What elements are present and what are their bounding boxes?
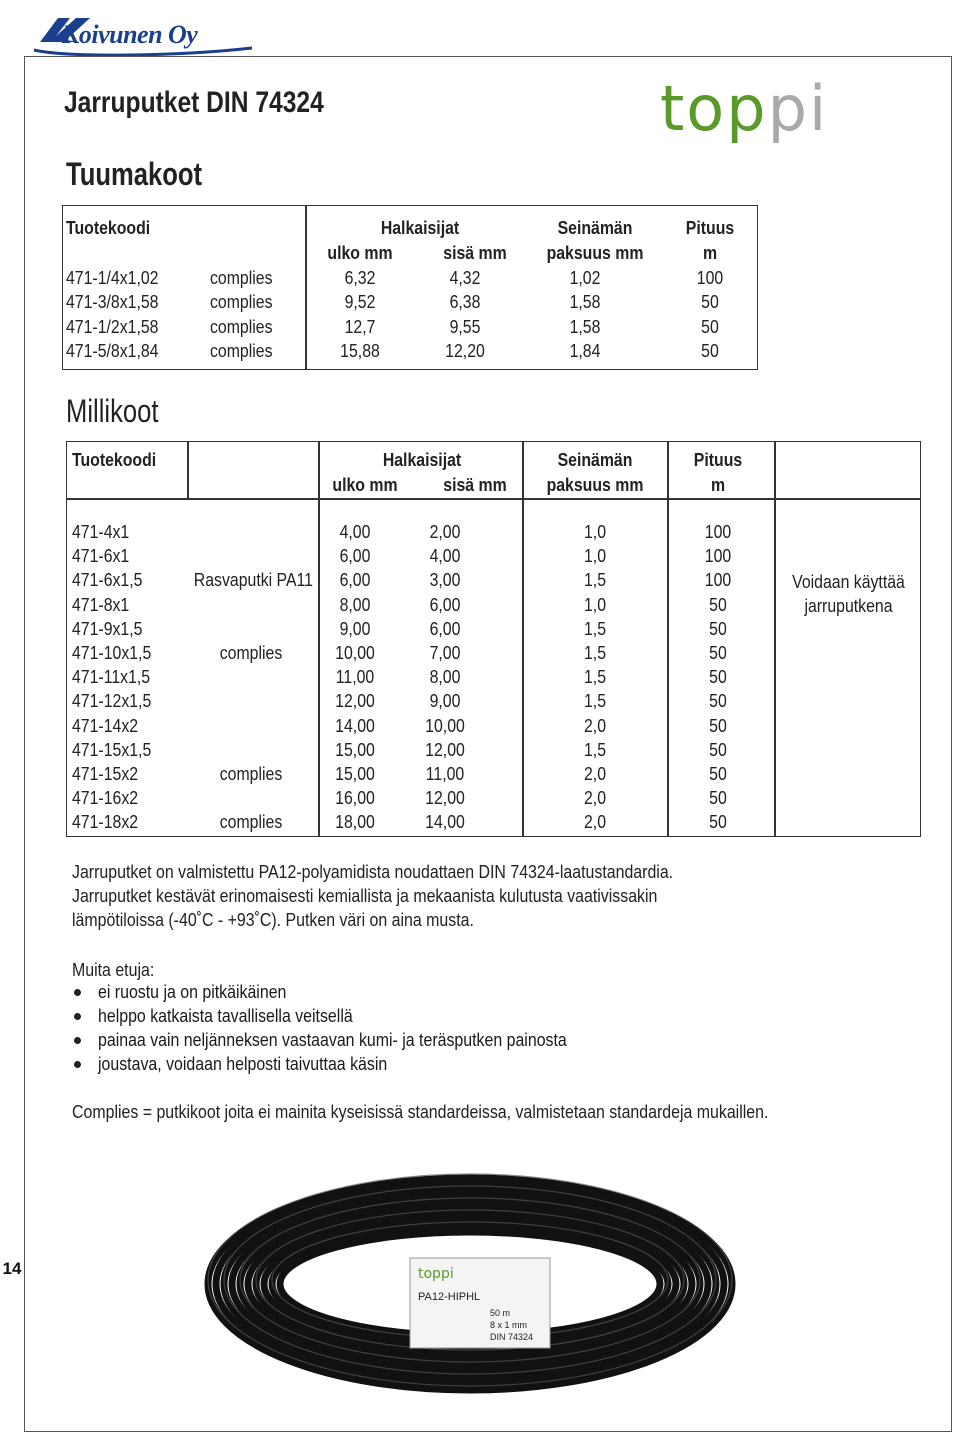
- table-cell-wall: 1,58: [569, 316, 601, 337]
- mm-header-length-bottom: m: [710, 475, 726, 495]
- table-cell-outer: 10,00: [335, 643, 375, 663]
- table-cell-code: 471-5/8x1,84: [66, 341, 159, 362]
- description-line-3: lämpötiloissa (-40˚C - +93˚C). Putken väri on aina musta.: [72, 909, 474, 930]
- label-line1: PA12-HIPHL: [418, 1291, 481, 1303]
- table-cell-inner: 14,00: [425, 812, 465, 833]
- inch-header-inner: sisä mm: [443, 243, 507, 263]
- table-cell-code: 471-1/4x1,02: [66, 268, 159, 288]
- mm-header-wall-bottom: paksuus mm: [546, 475, 644, 495]
- inch-header-code: Tuotekoodi: [66, 218, 151, 238]
- table-cell-inner: 12,00: [425, 788, 465, 809]
- table-cell-wall: 1,5: [583, 570, 607, 591]
- benefits-heading: Muita etuja:: [72, 959, 155, 980]
- inch-header-wall-top: Seinämän: [557, 218, 633, 238]
- table-cell-outer: 8,00: [339, 594, 371, 615]
- page-title: Jarruputket DIN 74324: [64, 86, 324, 119]
- table-cell-outer: 9,52: [344, 292, 376, 313]
- mm-header-wall-top: Seinämän: [557, 450, 633, 470]
- complies-note: Complies = putkikoot joita ei mainita kyseisissä standardeissa, valmistetaan standardeja mukaillen.: [72, 1101, 769, 1122]
- description-line-1: Jarruputket on valmistettu PA12-polyamidista noudattaen DIN 74324-laatustandardia.: [72, 861, 674, 882]
- table-cell-note: Rasvaputki PA11: [193, 570, 313, 591]
- table-cell-outer: 9,00: [339, 618, 371, 639]
- table-cell-wall: 1,84: [569, 341, 601, 362]
- table-cell-note: complies: [219, 764, 283, 784]
- table-cell-inner: 10,00: [425, 715, 465, 736]
- page-number: 14: [2, 1259, 22, 1278]
- table-cell-inner: 7,00: [429, 643, 461, 663]
- brand-name: Koivunen Oy: [62, 20, 198, 49]
- table-cell-code: 471-18x2: [72, 812, 139, 833]
- table-cell-outer: 6,00: [339, 570, 371, 591]
- table-cell-length: 50: [709, 788, 727, 809]
- table-cell-wall: 1,5: [583, 739, 607, 760]
- table-cell-length: 100: [704, 546, 732, 567]
- table-cell-wall: 2,0: [583, 812, 607, 833]
- table-cell-wall: 1,58: [569, 292, 601, 313]
- inch-header-length-bottom: m: [702, 243, 718, 263]
- table-cell-code: 471-15x1,5: [72, 739, 152, 760]
- table-cell-wall: 2,0: [583, 764, 607, 784]
- mm-col-divider-3: [522, 441, 524, 837]
- label-line4: DIN 74324: [490, 1332, 534, 1342]
- table-cell-outer: 11,00: [335, 667, 375, 688]
- table-cell-inner: 3,00: [429, 570, 461, 591]
- table-cell-length: 50: [709, 594, 727, 615]
- table-cell-wall: 1,5: [583, 691, 607, 712]
- table-cell-outer: 6,00: [339, 546, 371, 567]
- mm-header-diameters: Halkaisijat: [382, 450, 462, 470]
- bullet-icon: [74, 1037, 81, 1044]
- table-cell-length: 100: [696, 268, 724, 288]
- side-note-line1: Voidaan käyttää: [792, 572, 905, 592]
- inch-header-length-top: Pituus: [685, 218, 735, 238]
- table-cell-length: 100: [704, 522, 732, 542]
- table-cell-code: 471-8x1: [72, 594, 130, 615]
- mm-header-inner: sisä mm: [443, 475, 507, 495]
- benefit-text: ei ruostu ja on pitkäikäinen: [98, 981, 287, 1002]
- mm-header-length-top: Pituus: [693, 450, 743, 470]
- table-cell-inner: 6,00: [429, 618, 461, 639]
- mm-table-header-rule: [66, 498, 921, 500]
- table-cell-length: 50: [709, 691, 727, 712]
- inch-header-diameters: Halkaisijat: [380, 218, 460, 238]
- benefit-text: joustava, voidaan helposti taivuttaa käsin: [98, 1053, 388, 1074]
- table-cell-code: 471-3/8x1,58: [66, 292, 159, 313]
- table-cell-outer: 15,00: [335, 739, 375, 760]
- bullet-icon: [74, 1061, 81, 1068]
- toppi-logo-dark: top: [660, 72, 768, 145]
- mm-col-divider-4: [667, 441, 669, 837]
- product-label: [410, 1258, 550, 1348]
- inch-section-title: Tuumakoot: [66, 156, 203, 192]
- table-cell-code: 471-14x2: [72, 715, 139, 736]
- table-cell-wall: 1,5: [583, 667, 607, 688]
- table-cell-inner: 4,00: [429, 546, 461, 567]
- table-cell-inner: 9,00: [429, 691, 461, 712]
- mm-section-title: Millikoot: [66, 393, 159, 429]
- table-cell-wall: 1,0: [583, 522, 607, 542]
- table-cell-code: 471-4x1: [72, 522, 130, 542]
- table-cell-note: complies: [210, 268, 273, 288]
- table-cell-length: 50: [709, 812, 727, 833]
- table-cell-code: 471-9x1,5: [72, 618, 143, 639]
- table-cell-inner: 4,32: [449, 268, 481, 288]
- table-cell-outer: 15,88: [340, 341, 380, 362]
- table-cell-code: 471-10x1,5: [72, 643, 152, 663]
- table-cell-outer: 16,00: [335, 788, 375, 809]
- inch-header-wall-bottom: paksuus mm: [546, 243, 644, 263]
- table-cell-note: complies: [210, 292, 273, 313]
- table-cell-code: 471-16x2: [72, 788, 139, 809]
- table-cell-outer: 4,00: [339, 522, 371, 542]
- toppi-logo-light: pi: [767, 72, 829, 145]
- table-cell-length: 50: [709, 643, 727, 663]
- table-cell-wall: 2,0: [583, 715, 607, 736]
- label-line3: 8 x 1 mm: [490, 1320, 528, 1330]
- table-cell-outer: 18,00: [335, 812, 375, 833]
- table-cell-code: 471-1/2x1,58: [66, 316, 159, 337]
- table-cell-wall: 2,0: [583, 788, 607, 809]
- benefit-text: helppo katkaista tavallisella veitsellä: [98, 1005, 353, 1026]
- table-cell-inner: 6,38: [449, 292, 481, 313]
- table-cell-length: 50: [701, 316, 719, 337]
- table-cell-length: 50: [709, 667, 727, 688]
- table-cell-inner: 11,00: [425, 764, 465, 784]
- side-note-line2: jarruputkena: [804, 596, 893, 616]
- table-cell-inner: 2,00: [429, 522, 461, 542]
- bullet-icon: [74, 1013, 81, 1020]
- table-cell-length: 50: [701, 292, 719, 313]
- table-cell-code: 471-6x1: [72, 546, 130, 567]
- table-cell-wall: 1,0: [583, 594, 607, 615]
- table-cell-inner: 9,55: [449, 316, 481, 337]
- table-cell-length: 100: [704, 570, 732, 591]
- label-brand: toppi: [418, 1266, 454, 1282]
- inch-header-outer: ulko mm: [327, 243, 393, 263]
- table-cell-outer: 12,7: [344, 316, 376, 337]
- table-cell-note: complies: [219, 812, 283, 833]
- table-cell-wall: 1,0: [583, 546, 607, 567]
- table-cell-outer: 12,00: [335, 691, 375, 712]
- table-cell-note: complies: [210, 341, 273, 362]
- table-cell-code: 471-15x2: [72, 764, 139, 784]
- table-cell-outer: 6,32: [344, 268, 376, 288]
- tube-coil-photo: [200, 1166, 740, 1407]
- table-cell-outer: 15,00: [335, 764, 375, 784]
- benefit-text: painaa vain neljänneksen vastaavan kumi- ja teräsputken painosta: [98, 1029, 567, 1050]
- label-line2: 50 m: [490, 1308, 511, 1318]
- mm-header-outer: ulko mm: [332, 475, 398, 495]
- description-line-2: Jarruputket kestävät erinomaisesti kemiallista ja mekaanista kulutusta vaativissakin: [72, 885, 658, 906]
- table-cell-length: 50: [701, 341, 719, 362]
- table-cell-length: 50: [709, 618, 727, 639]
- table-cell-wall: 1,02: [569, 268, 601, 288]
- table-cell-wall: 1,5: [583, 618, 607, 639]
- mm-header-code: Tuotekoodi: [72, 450, 157, 470]
- table-cell-inner: 12,00: [425, 739, 465, 760]
- table-cell-length: 50: [709, 715, 727, 736]
- table-cell-code: 471-11x1,5: [72, 667, 151, 688]
- table-cell-length: 50: [709, 764, 727, 784]
- mm-col-divider-5: [774, 441, 776, 837]
- table-cell-code: 471-6x1,5: [72, 570, 143, 591]
- table-cell-code: 471-12x1,5: [72, 691, 152, 712]
- table-cell-inner: 6,00: [429, 594, 461, 615]
- bullet-icon: [74, 989, 81, 996]
- table-cell-inner: 12,20: [445, 341, 485, 362]
- table-cell-note: complies: [219, 643, 283, 663]
- mm-col-divider-1: [187, 441, 189, 498]
- table-cell-wall: 1,5: [583, 643, 607, 663]
- table-cell-note: complies: [210, 316, 273, 337]
- table-cell-inner: 8,00: [429, 667, 461, 688]
- table-cell-length: 50: [709, 739, 727, 760]
- table-cell-outer: 14,00: [335, 715, 375, 736]
